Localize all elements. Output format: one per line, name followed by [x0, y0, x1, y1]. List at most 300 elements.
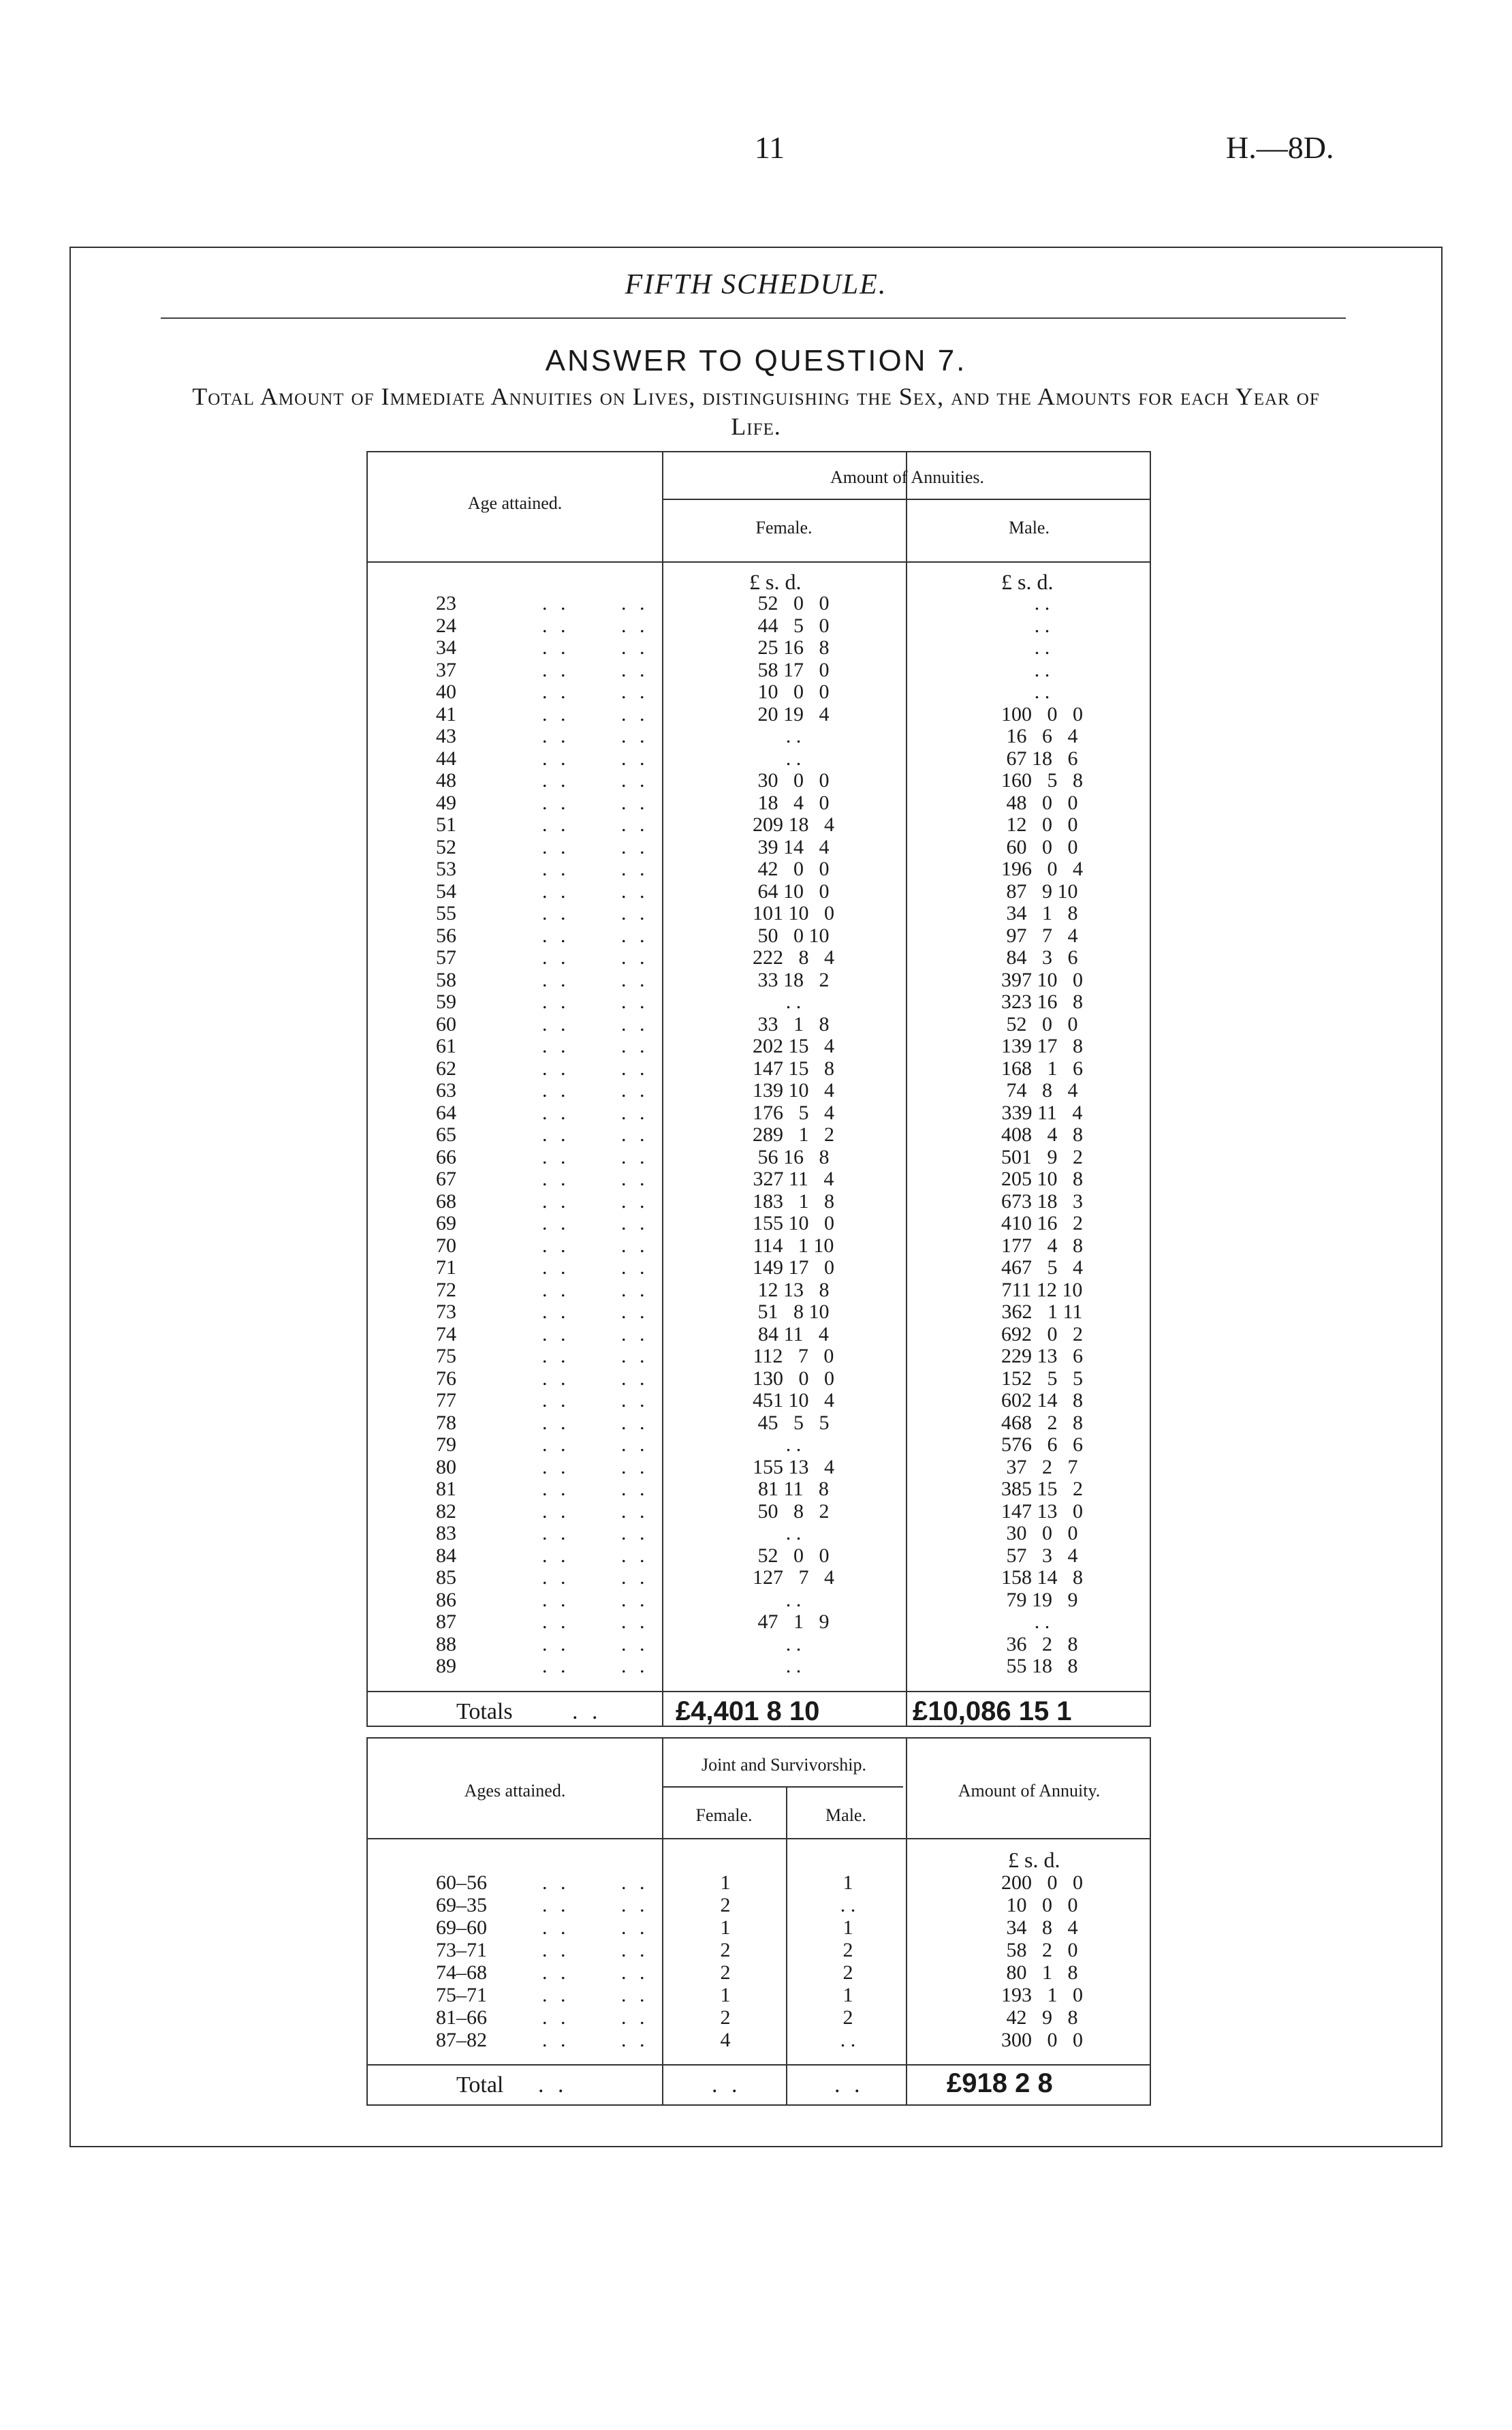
female-count: 1: [720, 1984, 731, 2006]
header-rule: [368, 1838, 1150, 1839]
female-amount: 56 16 8: [757, 1145, 830, 1168]
female-count: 2: [720, 1939, 731, 1961]
totals-leader: . .: [572, 1699, 602, 1724]
age-cell: 43: [436, 725, 456, 747]
leader-dots: . .: [542, 813, 570, 836]
table-row: [368, 1191, 1150, 1213]
leader-dots: . .: [621, 791, 649, 814]
leader-dots: . .: [542, 1189, 570, 1213]
leader-dots: . .: [542, 1522, 570, 1544]
table-row: [368, 1301, 1150, 1324]
female-count: 1: [720, 1871, 731, 1894]
male-header: Male.: [1009, 518, 1050, 538]
table-row: [368, 925, 1150, 948]
leader-dots: . .: [621, 702, 649, 726]
leader-dots: . .: [542, 1433, 570, 1456]
annuity-amount: 80 1 8: [1006, 1961, 1078, 1984]
female-amount: . .: [785, 1522, 802, 1544]
leader-dots: . .: [621, 835, 649, 858]
leader-dots: . .: [621, 1012, 649, 1035]
table-row: [368, 1412, 1150, 1435]
table-row: [368, 615, 1150, 638]
leader-dots: . .: [542, 1655, 570, 1677]
age-cell: 54: [436, 879, 456, 903]
male-amount: . .: [1034, 658, 1050, 681]
female-amount: 209 18 4: [753, 813, 834, 836]
leader-dots: . .: [621, 2006, 649, 2029]
male-amount: 196 0 4: [1001, 858, 1083, 880]
table-row: [368, 1368, 1150, 1390]
female-amount: . .: [785, 747, 802, 770]
age-cell: 34: [436, 636, 456, 659]
male-amount: 397 10 0: [1001, 968, 1083, 991]
totals-label: Totals: [456, 1699, 513, 1724]
table-row: [368, 659, 1150, 682]
table-row: [368, 1035, 1150, 1058]
currency-header: £ s. d.: [1008, 1848, 1060, 1872]
female-amount: 18 4 0: [757, 791, 830, 814]
male-amount: 602 14 8: [1001, 1389, 1083, 1412]
table-row: [368, 1501, 1150, 1523]
age-cell: 88: [436, 1632, 456, 1655]
leader-dots: . .: [621, 1916, 649, 1939]
age-cell: 52: [436, 835, 456, 858]
table-row: [368, 881, 1150, 903]
age-cell: 64: [436, 1101, 456, 1124]
male-amount: 34 1 8: [1006, 902, 1078, 924]
ages-cell: 69–35: [436, 1894, 487, 1916]
ages-header: Ages attained.: [464, 1781, 566, 1801]
table-row: [368, 2007, 1150, 2029]
table-row: [368, 1345, 1150, 1368]
table-row: [368, 991, 1150, 1014]
leader-dots: . .: [542, 1035, 570, 1057]
leader-dots: . .: [621, 1894, 649, 1916]
leader-dots: . .: [621, 1322, 649, 1345]
age-cell: 72: [436, 1278, 456, 1301]
leader-dots: . .: [542, 946, 570, 969]
male-amount: 57 3 4: [1006, 1544, 1078, 1567]
female-count: 2: [720, 2006, 731, 2029]
table-row: [368, 1984, 1150, 2007]
table-row: [368, 1124, 1150, 1147]
male-count: 1: [842, 1871, 853, 1894]
ages-cell: 69–60: [436, 1916, 487, 1939]
table-row: [368, 1895, 1150, 1917]
female-amount: . .: [785, 1632, 802, 1655]
female-amount: 12 13 8: [757, 1278, 830, 1301]
ages-cell: 75–71: [436, 1984, 487, 2006]
leader-dots: . .: [621, 1123, 649, 1146]
female-amount: . .: [785, 725, 802, 747]
female-amount: 44 5 0: [757, 614, 830, 637]
male-amount: 97 7 4: [1006, 924, 1078, 947]
table-row: [368, 1102, 1150, 1125]
age-cell: 49: [436, 791, 456, 814]
leader-dots: . .: [542, 1079, 570, 1102]
male-amount: 30 0 0: [1006, 1522, 1078, 1544]
leader-dots: . .: [621, 1057, 649, 1080]
leader-dots: . .: [542, 747, 570, 770]
female-amount: . .: [785, 1588, 802, 1611]
male-amount: 673 18 3: [1001, 1189, 1083, 1213]
female-amount: 30 0 0: [757, 769, 830, 792]
age-cell: 70: [436, 1234, 456, 1257]
table-row: [368, 1917, 1150, 1940]
leader-dots: . .: [621, 1300, 649, 1323]
age-cell: 74: [436, 1322, 456, 1345]
male-amount: 48 0 0: [1006, 791, 1078, 814]
age-cell: 75: [436, 1345, 456, 1367]
leader-dots: . .: [621, 1212, 649, 1234]
table-row: [368, 1257, 1150, 1279]
female-amount: 39 14 4: [757, 835, 830, 858]
table-row: [368, 792, 1150, 815]
male-amount: 711 12 10: [1001, 1278, 1083, 1301]
age-cell: 77: [436, 1389, 456, 1412]
ages-cell: 74–68: [436, 1961, 487, 1984]
title-rule: [161, 317, 1346, 319]
leader-dots: . .: [621, 1345, 649, 1367]
page-reference: H.—8D.: [1226, 130, 1334, 165]
leader-dots: . .: [621, 1411, 649, 1434]
female-amount: 202 15 4: [753, 1035, 834, 1057]
table-row: [368, 1567, 1150, 1589]
male-amount: 158 14 8: [1001, 1566, 1083, 1589]
currency-header-female: £ s. d.: [749, 570, 802, 594]
male-amount: 323 16 8: [1001, 991, 1083, 1013]
table-row: [368, 637, 1150, 659]
male-amount: 87 9 10: [1006, 879, 1078, 903]
age-cell: 66: [436, 1145, 456, 1168]
leader-dots: . .: [542, 1632, 570, 1655]
age-cell: 61: [436, 1035, 456, 1057]
age-cell: 85: [436, 1566, 456, 1589]
leader-dots: . .: [621, 2029, 649, 2051]
female-amount: 155 13 4: [753, 1455, 834, 1478]
leader-dots: . .: [621, 614, 649, 637]
male-amount: 37 2 7: [1006, 1455, 1078, 1478]
page-number: 11: [754, 130, 785, 165]
age-cell: 81: [436, 1478, 456, 1500]
leader-dots: . .: [542, 1389, 570, 1412]
leader-dots: . .: [621, 1189, 649, 1213]
age-cell: 62: [436, 1057, 456, 1080]
leader-dots: . .: [542, 1012, 570, 1035]
table-row: [368, 1235, 1150, 1258]
leader-dots: . .: [542, 614, 570, 637]
annuity-amount: 58 2 0: [1006, 1939, 1078, 1961]
leader-dots: . .: [621, 1168, 649, 1190]
table-row: [368, 2029, 1150, 2052]
leader-dots: . .: [621, 1632, 649, 1655]
female-count: 1: [720, 1916, 731, 1939]
female-amount: 50 0 10: [757, 924, 830, 947]
male-amount: 147 13 0: [1001, 1499, 1083, 1523]
ages-cell: 60–56: [436, 1871, 487, 1894]
female-amount: 20 19 4: [757, 702, 830, 726]
male-amount: 100 0 0: [1001, 702, 1083, 726]
female-amount: 127 7 4: [753, 1566, 834, 1589]
leader-dots: . .: [621, 769, 649, 792]
male-amount: . .: [1034, 636, 1050, 659]
leader-dots: . .: [542, 1478, 570, 1500]
leader-dots: . .: [621, 858, 649, 880]
male-amount: 339 11 4: [1001, 1101, 1083, 1124]
leader-dots: . .: [542, 1345, 570, 1367]
female-amount: 10 0 0: [757, 681, 830, 703]
male-amount: 229 13 6: [1001, 1345, 1083, 1367]
male-amount: 168 1 6: [1001, 1057, 1083, 1080]
male-amount: . .: [1034, 614, 1050, 637]
age-cell: 56: [436, 924, 456, 947]
leader-dots: . .: [542, 2006, 570, 2029]
table-row: [368, 1279, 1150, 1302]
leader-dots: . .: [542, 1123, 570, 1146]
table-row: [368, 947, 1150, 969]
age-cell: 67: [436, 1168, 456, 1190]
male-amount: 52 0 0: [1006, 1012, 1078, 1035]
female-amount: 52 0 0: [757, 592, 830, 614]
age-cell: 68: [436, 1189, 456, 1213]
leader-dots: . .: [621, 1455, 649, 1478]
male-amount: 205 10 8: [1001, 1168, 1083, 1190]
female-amount: . .: [785, 1655, 802, 1677]
total-amount: £918 2 8: [947, 2068, 1053, 2098]
male-amount: 36 2 8: [1006, 1632, 1078, 1655]
total-female: £4,401 8 10: [676, 1696, 820, 1726]
leader-dots: . .: [542, 702, 570, 726]
female-amount: 42 0 0: [757, 858, 830, 880]
total-label: Total: [456, 2072, 504, 2098]
table-row: [368, 1058, 1150, 1080]
joint-header: Joint and Survivorship.: [702, 1755, 866, 1775]
ages-cell: 73–71: [436, 1939, 487, 1961]
leader-dots: . .: [542, 769, 570, 792]
leader-dots: . .: [621, 813, 649, 836]
female-amount: 47 1 9: [757, 1610, 830, 1633]
leader-dots: . .: [542, 1212, 570, 1234]
leader-dots: . .: [621, 1610, 649, 1633]
leader-dots: . .: [542, 1256, 570, 1279]
leader-dots: . .: [621, 1961, 649, 1984]
leader-dots: . .: [542, 1984, 570, 2006]
leader-dots: . .: [542, 636, 570, 659]
male-amount: 84 3 6: [1006, 946, 1078, 969]
total-male: . .: [834, 2072, 864, 2098]
currency-header-male: £ s. d.: [1001, 570, 1054, 594]
age-cell: 84: [436, 1544, 456, 1567]
leader-dots: . .: [542, 924, 570, 947]
leader-dots: . .: [542, 681, 570, 703]
female-amount: 51 8 10: [757, 1300, 830, 1323]
age-cell: 82: [436, 1499, 456, 1523]
age-cell: 48: [436, 769, 456, 792]
female-count: 2: [720, 1894, 731, 1916]
age-cell: 71: [436, 1256, 456, 1279]
leader-dots: . .: [621, 658, 649, 681]
totals-rule: [368, 1691, 1150, 1692]
leader-dots: . .: [621, 902, 649, 924]
leader-dots: . .: [621, 1499, 649, 1523]
age-cell: 37: [436, 658, 456, 681]
table-row: [368, 1589, 1150, 1612]
table-row: [368, 681, 1150, 704]
male-amount: 177 4 8: [1001, 1234, 1083, 1257]
female-amount: 84 11 4: [758, 1322, 829, 1345]
leader-dots: . .: [621, 879, 649, 903]
female-amount: . .: [785, 1433, 802, 1456]
table-row: [368, 1213, 1150, 1235]
age-cell: 65: [436, 1123, 456, 1146]
leader-dots: . .: [621, 1478, 649, 1500]
table-row: [368, 704, 1150, 726]
table-row: [368, 1478, 1150, 1501]
leader-dots: . .: [542, 1566, 570, 1589]
leader-dots: . .: [542, 879, 570, 903]
table-row: [368, 726, 1150, 748]
leader-dots: . .: [542, 968, 570, 991]
male-count: 1: [842, 1916, 853, 1939]
leader-dots: . .: [542, 1101, 570, 1124]
leader-dots: . .: [542, 1278, 570, 1301]
leader-dots: . .: [542, 1367, 570, 1390]
annuity-amount: 193 1 0: [1001, 1984, 1083, 2006]
table-row: [368, 1962, 1150, 1984]
leader-dots: . .: [542, 592, 570, 614]
male-amount: 408 4 8: [1001, 1123, 1083, 1146]
female-header: Female.: [755, 518, 813, 538]
leader-dots: . .: [542, 1322, 570, 1345]
leader-dots: . .: [621, 1278, 649, 1301]
female-amount: 45 5 5: [757, 1411, 830, 1434]
age-cell: 41: [436, 702, 456, 726]
age-cell: 23: [436, 592, 456, 614]
leader-dots: . .: [621, 1367, 649, 1390]
age-cell: 89: [436, 1655, 456, 1677]
leader-dots: . .: [621, 1544, 649, 1567]
table-row: [368, 1147, 1150, 1169]
leader-dots: . .: [621, 681, 649, 703]
leader-dots: . .: [542, 791, 570, 814]
leader-dots: . .: [621, 1939, 649, 1961]
table-row: [368, 837, 1150, 859]
age-cell: 80: [436, 1455, 456, 1478]
table-row: [368, 1324, 1150, 1346]
leader-dots: . .: [542, 1455, 570, 1478]
age-cell: 79: [436, 1433, 456, 1456]
female-amount: 155 10 0: [753, 1212, 834, 1234]
female-amount: 33 18 2: [757, 968, 830, 991]
leader-dots: . .: [542, 1145, 570, 1168]
age-cell: 58: [436, 968, 456, 991]
male-amount: 139 17 8: [1001, 1035, 1083, 1057]
leader-dots: . .: [542, 1916, 570, 1939]
leader-dots: . .: [542, 1168, 570, 1190]
female-amount: 130 0 0: [753, 1367, 834, 1390]
amount-header: Amount of Annuities.: [830, 467, 985, 487]
age-cell: 83: [436, 1522, 456, 1544]
leader-dots: . .: [542, 1411, 570, 1434]
male-amount: 362 1 11: [1001, 1300, 1083, 1323]
table-row: [368, 1940, 1150, 1962]
age-cell: 73: [436, 1300, 456, 1323]
leader-dots: . .: [542, 1871, 570, 1894]
male-count: 2: [842, 2006, 853, 2029]
leader-dots: . .: [542, 835, 570, 858]
male-amount: 12 0 0: [1006, 813, 1078, 836]
table-row: [368, 1390, 1150, 1412]
male-amount: 67 18 6: [1006, 747, 1078, 770]
ages-cell: 87–82: [436, 2029, 487, 2051]
leader-dots: . .: [621, 747, 649, 770]
leader-dots: . .: [542, 1234, 570, 1257]
header-rule-amount: [662, 499, 1150, 500]
male-amount: 410 16 2: [1001, 1212, 1083, 1234]
female-amount: 81 11 8: [758, 1478, 829, 1500]
total-female: . .: [712, 2072, 742, 2098]
leader-dots: . .: [542, 902, 570, 924]
annuity-amount: 10 0 0: [1006, 1894, 1078, 1916]
table-row: [368, 1634, 1150, 1656]
table-row: [368, 1168, 1150, 1191]
female-count: 2: [720, 1961, 731, 1984]
leader-dots: . .: [542, 1894, 570, 1916]
female-amount: 112 7 0: [753, 1345, 834, 1367]
table-row: [368, 814, 1150, 837]
table-row: [368, 1611, 1150, 1634]
female-amount: 147 15 8: [753, 1057, 834, 1080]
leader-dots: . .: [542, 1588, 570, 1611]
male-amount: . .: [1034, 592, 1050, 614]
female-amount: 52 0 0: [757, 1544, 830, 1567]
leader-dots: . .: [621, 1655, 649, 1677]
table-row: [368, 1523, 1150, 1545]
female-amount: 222 8 4: [753, 946, 834, 969]
male-count: 2: [842, 1961, 853, 1984]
schedule-title: FIFTH SCHEDULE.: [625, 269, 887, 300]
age-cell: 53: [436, 858, 456, 880]
male-count: . .: [840, 1894, 856, 1916]
leader-dots: . .: [621, 1566, 649, 1589]
male-count: 2: [842, 1939, 853, 1961]
female-amount: 25 16 8: [757, 636, 830, 659]
male-amount: 468 2 8: [1001, 1411, 1083, 1434]
leader-dots: . .: [621, 1101, 649, 1124]
female-count: 4: [720, 2029, 731, 2051]
male-amount: 160 5 8: [1001, 769, 1083, 792]
table-row: [368, 858, 1150, 881]
male-amount: . .: [1034, 681, 1050, 703]
table-row: [368, 748, 1150, 770]
joint-survivorship-table: [366, 1737, 1151, 2106]
leader-dots: . .: [621, 991, 649, 1013]
leader-dots: . .: [621, 1389, 649, 1412]
age-cell: 59: [436, 991, 456, 1013]
age-cell: 86: [436, 1588, 456, 1611]
leader-dots: . .: [621, 636, 649, 659]
age-header: Age attained.: [467, 493, 563, 513]
age-cell: 57: [436, 946, 456, 969]
leader-dots: . .: [621, 592, 649, 614]
leader-dots: . .: [621, 1522, 649, 1544]
male-amount: 79 19 9: [1006, 1588, 1078, 1611]
female-amount: 101 10 0: [753, 902, 834, 924]
table-row: [368, 969, 1150, 992]
leader-dots: . .: [621, 1433, 649, 1456]
leader-dots: . .: [621, 1871, 649, 1894]
female-amount: 451 10 4: [753, 1389, 834, 1412]
